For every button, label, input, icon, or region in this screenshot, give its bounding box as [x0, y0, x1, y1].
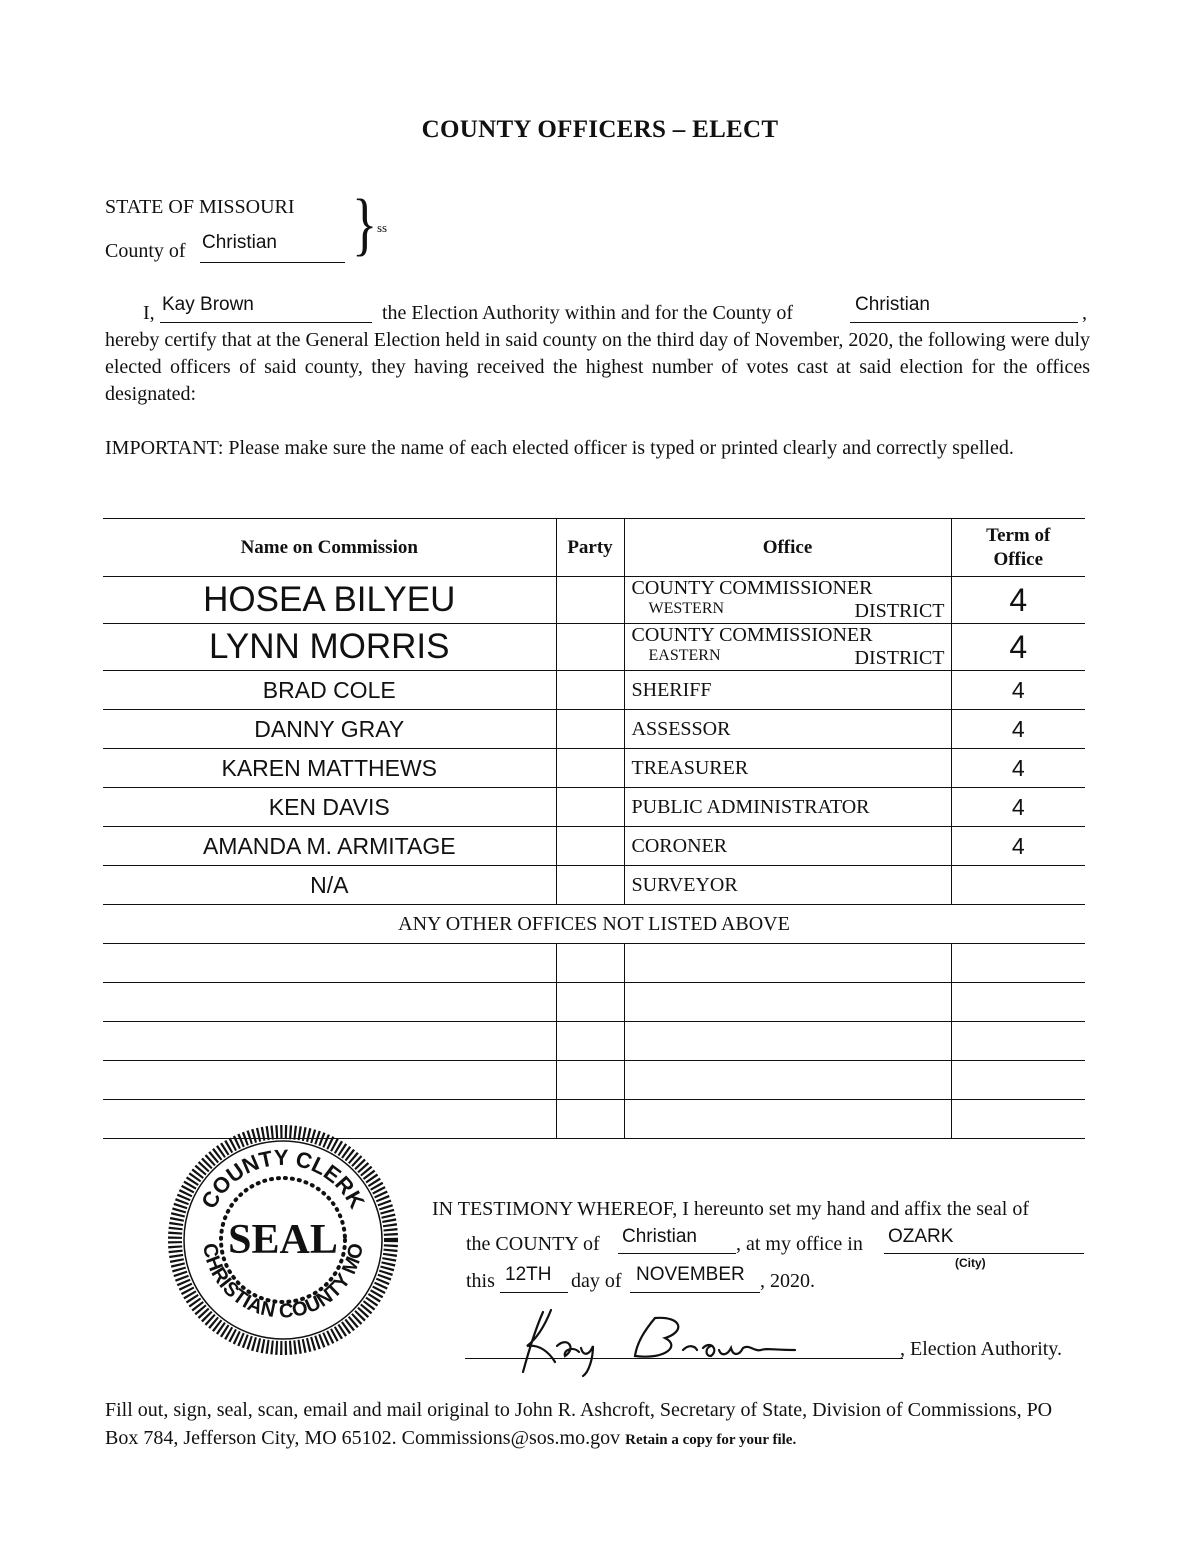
- day-of-label: day of: [571, 1270, 622, 1292]
- officer-party[interactable]: [556, 788, 624, 827]
- blank-row: [103, 983, 1085, 1022]
- day-field[interactable]: 12TH: [505, 1264, 552, 1285]
- seal-bottom-text: CHRISTIAN COUNTY MO: [198, 1241, 368, 1323]
- officer-term[interactable]: 4: [951, 710, 1085, 749]
- ss-label: ss: [377, 220, 388, 235]
- county-prefix: the COUNTY of: [466, 1233, 600, 1255]
- blank-row: [103, 1022, 1085, 1061]
- state-label: STATE OF MISSOURI: [105, 196, 295, 218]
- county-label: County of: [105, 240, 186, 262]
- blank-office-cell[interactable]: [624, 1022, 951, 1061]
- testimony-line2: [466, 1233, 600, 1256]
- office-title: COUNTY COMMISSIONER: [631, 624, 873, 646]
- officer-name[interactable]: HOSEA BILYEU: [103, 577, 556, 624]
- city-underline: [884, 1253, 1084, 1254]
- footer-retain: Retain a copy for your file.: [625, 1432, 797, 1448]
- authority-name-underline: [160, 322, 372, 323]
- blank-term-cell[interactable]: [951, 1100, 1085, 1139]
- officer-name[interactable]: KAREN MATTHEWS: [103, 749, 556, 788]
- blank-term-cell[interactable]: [951, 1061, 1085, 1100]
- officer-party[interactable]: [556, 577, 624, 624]
- table-header-row: [103, 519, 1085, 577]
- office-district-label: DISTRICT: [854, 600, 945, 622]
- month-underline: [630, 1292, 760, 1293]
- cert-county-field[interactable]: Christian: [855, 294, 930, 315]
- officer-party[interactable]: [556, 749, 624, 788]
- day-underline: [500, 1292, 568, 1293]
- testimony-line1: IN TESTIMONY WHEREOF, I hereunto set my hand and affix the seal of: [432, 1198, 1029, 1220]
- testimony-county-underline: [618, 1253, 736, 1254]
- seal-top-text: COUNTY CLERK: [196, 1144, 370, 1213]
- officer-office[interactable]: PUBLIC ADMINISTRATOR: [624, 788, 951, 827]
- header-term-line1: Term of: [986, 524, 1051, 546]
- officer-name[interactable]: KEN DAVIS: [103, 788, 556, 827]
- officer-party[interactable]: [556, 866, 624, 905]
- header-term: [951, 519, 1085, 577]
- county-field-underline: [200, 262, 345, 263]
- office-area: EASTERN: [648, 647, 721, 664]
- officer-party[interactable]: [556, 671, 624, 710]
- table-row: [103, 671, 1085, 710]
- officer-name[interactable]: LYNN MORRIS: [103, 624, 556, 671]
- officer-office[interactable]: [624, 624, 951, 671]
- table-row: [103, 866, 1085, 905]
- blank-term-cell[interactable]: [951, 983, 1085, 1022]
- table-row: [103, 788, 1085, 827]
- table-row: [103, 624, 1085, 671]
- officer-office[interactable]: SHERIFF: [624, 671, 951, 710]
- officer-term[interactable]: 4: [951, 749, 1085, 788]
- cert-mid: the Election Authority within and for the County of: [382, 302, 794, 324]
- county-clerk-seal: [168, 1125, 398, 1355]
- table-row: [103, 749, 1085, 788]
- table-row: [103, 827, 1085, 866]
- header-party: Party: [556, 519, 624, 577]
- blank-name-cell[interactable]: [103, 1061, 556, 1100]
- testimony-county-field[interactable]: Christian: [622, 1226, 697, 1247]
- blank-office-cell[interactable]: [624, 1061, 951, 1100]
- blank-party-cell[interactable]: [556, 983, 624, 1022]
- blank-party-cell[interactable]: [556, 944, 624, 983]
- blank-party-cell[interactable]: [556, 1100, 624, 1139]
- header-term-line2: Office: [993, 548, 1044, 570]
- officer-party[interactable]: [556, 710, 624, 749]
- officer-term[interactable]: 4: [951, 788, 1085, 827]
- officer-office[interactable]: CORONER: [624, 827, 951, 866]
- office-district: [632, 647, 951, 670]
- blank-term-cell[interactable]: [951, 944, 1085, 983]
- officer-office[interactable]: ASSESSOR: [624, 710, 951, 749]
- officer-term[interactable]: 4: [951, 671, 1085, 710]
- office-prefix: , at my office in: [736, 1233, 863, 1255]
- officer-office[interactable]: SURVEYOR: [624, 866, 951, 905]
- seal-center-text: SEAL: [228, 1217, 338, 1263]
- officer-party[interactable]: [556, 827, 624, 866]
- county-field[interactable]: Christian: [202, 232, 277, 253]
- other-offices-label: ANY OTHER OFFICES NOT LISTED ABOVE: [103, 905, 1085, 944]
- officer-name[interactable]: BRAD COLE: [103, 671, 556, 710]
- blank-office-cell[interactable]: [624, 983, 951, 1022]
- form-title: COUNTY OFFICERS – ELECT: [421, 116, 779, 143]
- officers-table: [103, 518, 1085, 1139]
- blank-name-cell[interactable]: [103, 1022, 556, 1061]
- city-label: (City): [955, 1256, 986, 1270]
- month-field[interactable]: NOVEMBER: [636, 1264, 745, 1285]
- officer-term[interactable]: [951, 866, 1085, 905]
- office-district-label: DISTRICT: [854, 647, 945, 669]
- office-title: COUNTY COMMISSIONER: [631, 577, 873, 599]
- authority-name-field[interactable]: Kay Brown: [162, 294, 254, 315]
- this-label: this: [466, 1270, 495, 1292]
- blank-office-cell[interactable]: [624, 944, 951, 983]
- office-area: WESTERN: [648, 600, 725, 617]
- officer-term[interactable]: 4: [951, 827, 1085, 866]
- office-district: [632, 600, 951, 623]
- officer-office[interactable]: [624, 577, 951, 624]
- brace-symbol: }: [352, 186, 378, 263]
- officer-term[interactable]: 4: [951, 624, 1085, 671]
- cert-prefix: I,: [143, 302, 155, 324]
- footer-instructions: [105, 1396, 1090, 1454]
- blank-name-cell[interactable]: [103, 983, 556, 1022]
- blank-row: [103, 944, 1085, 983]
- footer-text: Fill out, sign, seal, scan, email and mail original to John R. Ashcroft, Secretary of State, Division of Commissions, PO Box 784, Jefferson City, MO 65102. Commissions@sos.mo.gov: [105, 1399, 1053, 1449]
- signature[interactable]: [505, 1300, 815, 1380]
- cert-body: hereby certify that at the General Election held in said county on the third day of November, 2020, the following were duly elected officers of said county, they having received the highest number of votes cast at said election for the offices designated:: [105, 329, 1091, 405]
- blank-name-cell[interactable]: [103, 944, 556, 983]
- signature-line: [465, 1358, 903, 1359]
- cert-county-underline: [850, 322, 1078, 323]
- blank-term-cell[interactable]: [951, 1022, 1085, 1061]
- officer-party[interactable]: [556, 624, 624, 671]
- other-offices-row: [103, 905, 1085, 944]
- table-row: [103, 710, 1085, 749]
- officer-name[interactable]: DANNY GRAY: [103, 710, 556, 749]
- blank-party-cell[interactable]: [556, 1022, 624, 1061]
- city-field[interactable]: OZARK: [888, 1226, 954, 1247]
- blank-office-cell[interactable]: [624, 1100, 951, 1139]
- election-authority-label: , Election Authority.: [900, 1338, 1063, 1360]
- blank-row: [103, 1061, 1085, 1100]
- blank-party-cell[interactable]: [556, 1061, 624, 1100]
- officer-term[interactable]: 4: [951, 577, 1085, 624]
- cert-suffix: ,: [1082, 302, 1087, 324]
- table-row: [103, 577, 1085, 624]
- officer-name[interactable]: N/A: [103, 866, 556, 905]
- header-name: Name on Commission: [103, 519, 556, 577]
- year-text: , 2020.: [760, 1270, 815, 1292]
- officer-office[interactable]: TREASURER: [624, 749, 951, 788]
- header-office: Office: [624, 519, 951, 577]
- important-note: IMPORTANT: Please make sure the name of each elected officer is typed or printed clearly and correctly spelled.: [105, 437, 1014, 459]
- officer-name[interactable]: AMANDA M. ARMITAGE: [103, 827, 556, 866]
